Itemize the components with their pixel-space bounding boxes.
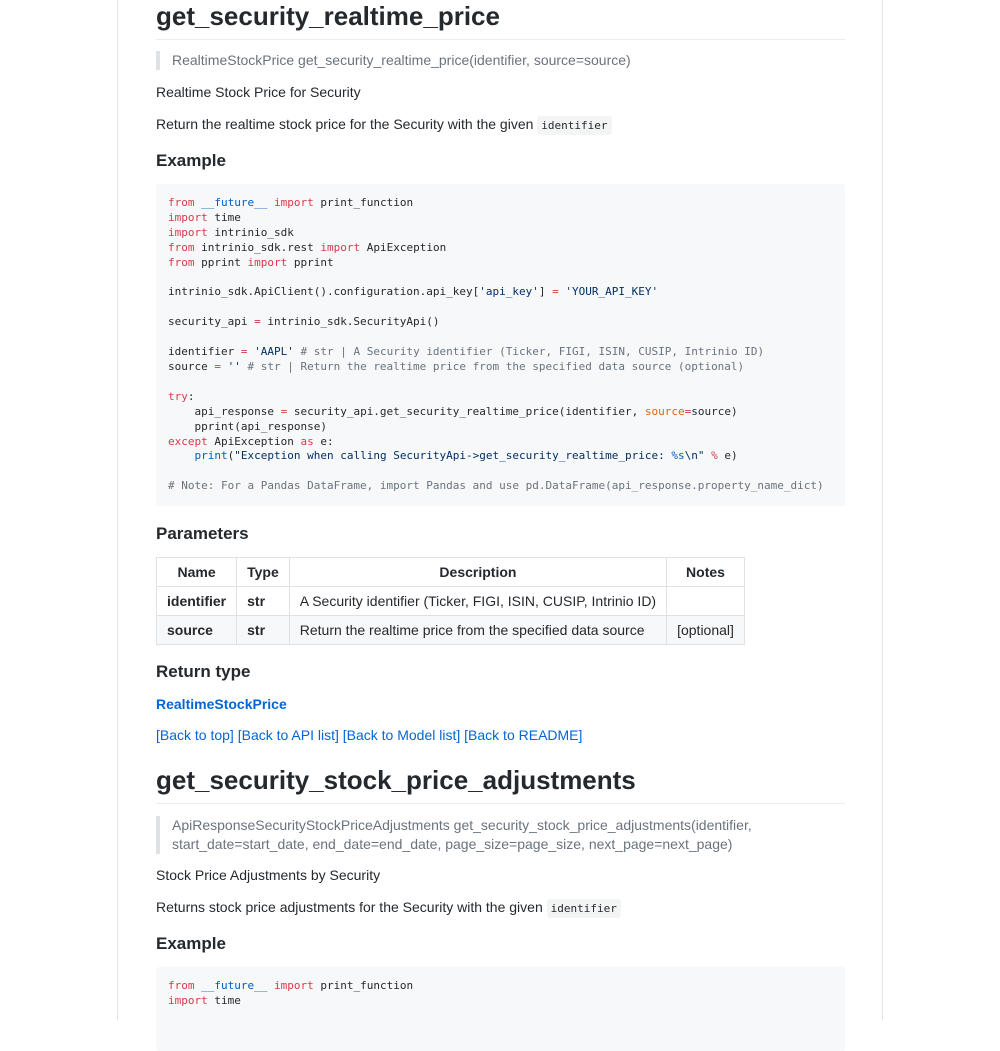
parameters-table [156, 557, 745, 645]
parameters-heading: Parameters [156, 524, 249, 543]
method-signature: ApiResponseSecurityStockPriceAdjustments get_security_stock_price_adjustments(identifier, start_date=start_date, end_date=end_date, page_size=page_size, next_page=next_page) [156, 816, 832, 854]
back-to-model-list-link[interactable]: [Back to Model list] [342, 727, 461, 743]
param-description: Return the realtime price from the specified data source [289, 616, 666, 645]
example-heading: Example [156, 151, 226, 170]
section-title: get_security_stock_price_adjustments [156, 765, 636, 795]
table-header: Name [157, 558, 237, 587]
param-description: A Security identifier (Ticker, FIGI, ISIN, CUSIP, Intrinio ID) [289, 587, 666, 616]
method-summary: Stock Price Adjustments by Security [156, 867, 381, 883]
param-notes: [optional] [667, 616, 745, 645]
document-frame [117, 0, 883, 1020]
inline-code: identifier [537, 116, 611, 135]
param-type: str [237, 587, 290, 616]
param-name: identifier [157, 587, 237, 616]
param-name: source [157, 616, 237, 645]
return-type-link[interactable]: RealtimeStockPrice [156, 696, 287, 712]
table-row [157, 616, 745, 645]
title-divider [156, 803, 845, 804]
example-heading: Example [156, 934, 226, 953]
back-to-readme-link[interactable]: [Back to README] [464, 727, 583, 743]
title-divider [156, 39, 845, 40]
table-header: Notes [667, 558, 745, 587]
method-signature: RealtimeStockPrice get_security_realtime_price(identifier, source=source) [156, 51, 832, 70]
nav-links [156, 725, 582, 745]
table-header: Description [289, 558, 666, 587]
code-example[interactable]: from __future__ import print_function import time [156, 967, 845, 1051]
back-to-api-list-link[interactable]: [Back to API list] [237, 727, 339, 743]
table-row [157, 587, 745, 616]
inline-code: identifier [547, 899, 621, 918]
table-header-row [157, 558, 745, 587]
param-type: str [237, 616, 290, 645]
table-header: Type [237, 558, 290, 587]
param-notes [667, 587, 745, 616]
method-description: Returns stock price adjustments for the Security with the given identifier [156, 897, 621, 919]
section-title: get_security_realtime_price [156, 1, 500, 31]
back-to-top-link[interactable]: [Back to top] [156, 727, 234, 743]
return-type-heading: Return type [156, 662, 251, 681]
code-example[interactable]: from __future__ import print_function import time import intrinio_sdk from intrinio_sdk.rest import ApiException from pprint import pprint intrinio_sdk.ApiClient().configuration.api_key['api_key'] = 'YOUR_API_KEY' security_api = intrinio_sdk.SecurityApi() identifier = 'AAPL' # str | A Security identifier (Ticker, FIGI, ISIN, CUSIP, Intrinio ID) source = '' # str | Return the realtime price from the specified data source (optional) try: api_response = security_api.get_security_realtime_price(identifier, source=source) pprint(api_response) except ApiException as e: print("Exception when calling SecurityApi->get_security_realtime_price: %s\n" % e) # Note: For a Pandas DataFrame, import Pandas and use pd.DataFrame(api_response.property_name_dict) [156, 184, 845, 506]
method-summary: Realtime Stock Price for Security [156, 84, 361, 100]
method-description: Return the realtime stock price for the Security with the given identifier [156, 114, 612, 136]
